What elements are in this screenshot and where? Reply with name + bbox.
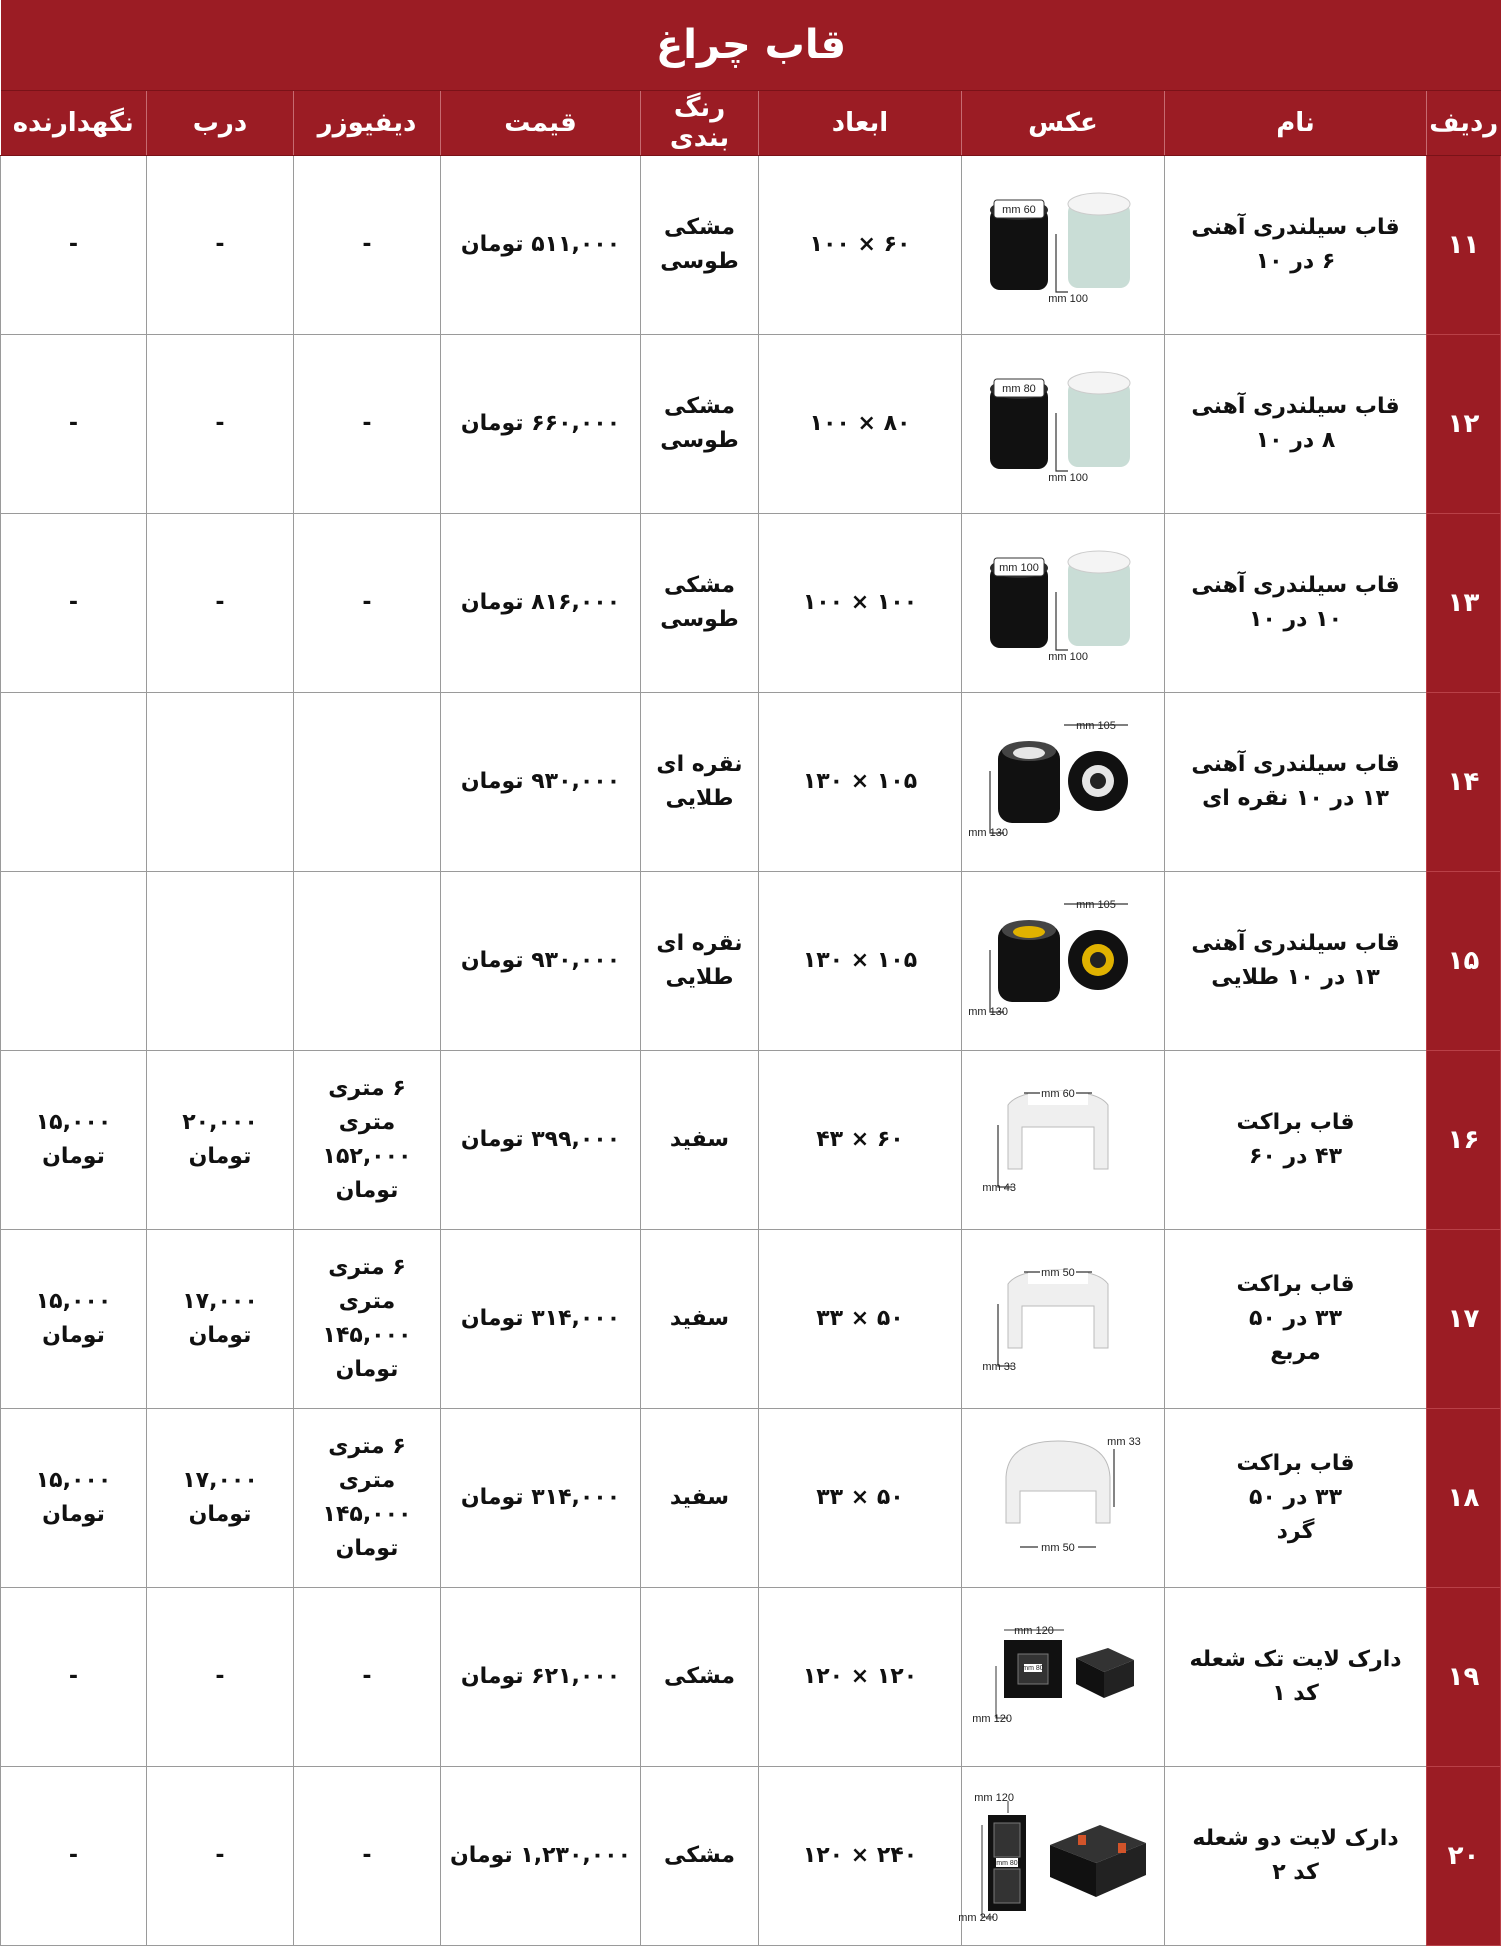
color-option: مشکی	[663, 393, 736, 419]
diffuser-cell	[294, 156, 441, 335]
product-photo-cell	[962, 693, 1165, 872]
product-photo-cell	[962, 1409, 1165, 1588]
product-name-cell	[1165, 1588, 1427, 1767]
dimensions-cell: ۱۲۰ × ۱۲۰	[759, 1588, 962, 1767]
door-cell: ۱۷,۰۰۰ تومان	[147, 1409, 294, 1588]
product-name-cell	[1165, 514, 1427, 693]
diffuser-line: ۱۴۵,۰۰۰ تومان	[322, 1502, 412, 1562]
colors-cell	[641, 1767, 759, 1946]
dimension-label: 80 mm	[1022, 1665, 1044, 1672]
price-cell: ۸۱۶,۰۰۰ تومان	[441, 514, 641, 693]
diffuser-cell	[294, 1588, 441, 1767]
product-name-line: ۶ در ۱۰	[1255, 249, 1336, 274]
diffuser-line: -	[362, 410, 372, 436]
table-row	[1, 514, 1501, 693]
dimension-label: 33 mm	[1107, 1436, 1141, 1448]
price-cell: ۱,۲۳۰,۰۰۰ تومان	[441, 1767, 641, 1946]
diffuser-line: -	[362, 1842, 372, 1868]
product-name-cell	[1165, 1767, 1427, 1946]
door-cell: -	[147, 1767, 294, 1946]
color-option: طلایی	[665, 786, 734, 811]
holder-cell: -	[1, 1767, 147, 1946]
product-name-line: کد ۲	[1272, 1860, 1319, 1885]
diffuser-line: متری	[338, 1288, 396, 1314]
color-option: نقره ای	[656, 930, 743, 956]
holder-cell	[1, 693, 147, 872]
header-holder: نگهدارنده	[1, 91, 147, 156]
diffuser-line: -	[362, 231, 372, 257]
product-name-cell	[1165, 335, 1427, 514]
product-photo-cell	[958, 1767, 1165, 1946]
product-photo-cell	[962, 1230, 1165, 1409]
dimension-label: 120 mm	[972, 1713, 1012, 1725]
table-row	[1, 1588, 1501, 1767]
product-name-line: ۱۰ در ۱۰	[1249, 607, 1342, 632]
colors-cell	[641, 335, 759, 514]
header-diffuser: دیفیوزر	[294, 91, 441, 156]
diffuser-cell	[294, 693, 441, 872]
door-cell	[147, 693, 294, 872]
dimensions-cell: ۸۰ × ۱۰۰	[759, 335, 962, 514]
cylinder-gold-icon	[968, 890, 1158, 1032]
table-row	[1, 156, 1501, 335]
dimension-label: 50 mm	[1041, 1542, 1075, 1554]
product-name-line: قاب سیلندری آهنی	[1191, 214, 1400, 240]
dimension-label: 105 mm	[1076, 899, 1116, 911]
dimension-label: 130 mm	[968, 1006, 1008, 1018]
product-photo-cell	[962, 1051, 1165, 1230]
diffuser-line: ۶ متری	[328, 1075, 406, 1101]
header-dimensions: ابعاد	[759, 91, 962, 156]
price-cell: ۹۳۰,۰۰۰ تومان	[441, 693, 641, 872]
color-option: طوسی	[660, 607, 739, 632]
color-option: طوسی	[660, 428, 739, 453]
colors-cell	[641, 872, 759, 1051]
table-row	[1, 1230, 1501, 1409]
product-name-cell	[1165, 1230, 1427, 1409]
dimension-label: 240 mm	[958, 1912, 998, 1924]
dimension-label: 80 mm	[996, 1860, 1018, 1867]
price-cell: ۶۶۰,۰۰۰ تومان	[441, 335, 641, 514]
dimension-label: 60 mm	[1002, 204, 1036, 216]
price-cell: ۹۳۰,۰۰۰ تومان	[441, 872, 641, 1051]
door-cell: ۱۷,۰۰۰ تومان	[147, 1230, 294, 1409]
diffuser-line: -	[362, 589, 372, 615]
row-number: ۱۶	[1427, 1051, 1501, 1230]
product-name-line: قاب براکت	[1236, 1109, 1355, 1135]
header-photo: عکس	[962, 91, 1165, 156]
price-cell: ۳۱۴,۰۰۰ تومان	[441, 1409, 641, 1588]
diffuser-line: -	[362, 1663, 372, 1689]
dimensions-cell: ۶۰ × ۴۳	[759, 1051, 962, 1230]
diffuser-line: متری	[338, 1467, 396, 1493]
holder-cell: -	[1, 514, 147, 693]
color-option: طلایی	[665, 965, 734, 990]
product-name-line: دارک لایت تک شعله	[1189, 1646, 1402, 1672]
table-row	[1, 1767, 1501, 1946]
color-option: سفید	[669, 1126, 730, 1152]
product-name-line: کد ۱	[1272, 1681, 1319, 1706]
color-option: نقره ای	[656, 751, 743, 777]
dimension-label: 33 mm	[982, 1361, 1016, 1373]
product-photo-cell	[962, 156, 1165, 335]
price-cell: ۳۱۴,۰۰۰ تومان	[441, 1230, 641, 1409]
product-name-cell	[1165, 872, 1427, 1051]
product-name-cell	[1165, 693, 1427, 872]
color-option: سفید	[669, 1305, 730, 1331]
price-cell: ۳۹۹,۰۰۰ تومان	[441, 1051, 641, 1230]
diffuser-line: ۱۴۵,۰۰۰ تومان	[322, 1323, 412, 1383]
colors-cell	[641, 1051, 759, 1230]
dimensions-cell: ۱۰۵ × ۱۳۰	[759, 693, 962, 872]
dimensions-cell: ۱۰۵ × ۱۳۰	[759, 872, 962, 1051]
door-cell: -	[147, 156, 294, 335]
header-colors: رنگ بندی	[641, 91, 759, 156]
dimension-label: 50 mm	[1041, 1267, 1075, 1279]
door-cell: -	[147, 1588, 294, 1767]
door-cell: -	[147, 514, 294, 693]
colors-cell	[641, 1409, 759, 1588]
product-name-line: ۱۳ در ۱۰ طلایی	[1211, 965, 1380, 990]
dimension-label: 80 mm	[1002, 383, 1036, 395]
dimension-label: 100 mm	[1048, 293, 1088, 305]
colors-cell	[641, 693, 759, 872]
diffuser-line: ۱۵۲,۰۰۰ تومان	[322, 1144, 412, 1204]
header-row-number: ردیف	[1427, 91, 1501, 156]
header-price: قیمت	[441, 91, 641, 156]
product-name-cell	[1165, 156, 1427, 335]
product-name-line: قاب براکت	[1236, 1450, 1355, 1476]
diffuser-cell	[294, 335, 441, 514]
row-number: ۲۰	[1427, 1767, 1501, 1946]
header-door: درب	[147, 91, 294, 156]
holder-cell: -	[1, 1588, 147, 1767]
price-cell: ۶۲۱,۰۰۰ تومان	[441, 1588, 641, 1767]
product-photo-cell	[962, 514, 1165, 693]
table-row	[1, 1409, 1501, 1588]
table-row	[1, 693, 1501, 872]
product-photo-cell	[962, 872, 1165, 1051]
dimension-label: 60 mm	[1041, 1088, 1075, 1100]
bracket-profile-icon	[968, 1069, 1158, 1211]
dimensions-cell: ۱۰۰ × ۱۰۰	[759, 514, 962, 693]
holder-cell: -	[1, 156, 147, 335]
dimensions-cell: ۵۰ × ۳۳	[759, 1409, 962, 1588]
table-row	[1, 872, 1501, 1051]
dimensions-cell: ۵۰ × ۳۳	[759, 1230, 962, 1409]
product-name-line: ۸ در ۱۰	[1255, 428, 1336, 453]
holder-cell	[1, 872, 147, 1051]
diffuser-line: ۶ متری	[328, 1433, 406, 1459]
row-number: ۱۷	[1427, 1230, 1501, 1409]
dimensions-cell: ۶۰ × ۱۰۰	[759, 156, 962, 335]
diffuser-line: متری	[338, 1109, 396, 1135]
row-number: ۱۲	[1427, 335, 1501, 514]
header-row	[1, 91, 1501, 156]
holder-cell: ۱۵,۰۰۰ تومان	[1, 1409, 147, 1588]
colors-cell	[641, 514, 759, 693]
dimension-label: 130 mm	[968, 827, 1008, 839]
product-name-line: مربع	[1270, 1340, 1321, 1366]
header-name: نام	[1165, 91, 1427, 156]
diffuser-cell	[294, 1767, 441, 1946]
diffuser-cell	[294, 1230, 441, 1409]
row-number: ۱۹	[1427, 1588, 1501, 1767]
bracket-square-icon	[968, 1248, 1158, 1390]
color-option: مشکی	[663, 214, 736, 240]
product-photo-cell	[962, 1588, 1165, 1767]
dimension-label: 43 mm	[982, 1182, 1016, 1194]
dimension-label: 100 mm	[1048, 651, 1088, 663]
color-option: مشکی	[663, 1842, 736, 1868]
table-row	[1, 335, 1501, 514]
product-name-line: قاب سیلندری آهنی	[1191, 751, 1400, 777]
dimension-label: 100 mm	[999, 562, 1039, 574]
dimension-label: 120 mm	[1014, 1625, 1054, 1637]
cylinder-pair-icon	[968, 174, 1158, 316]
product-photo-cell	[962, 335, 1165, 514]
color-option: سفید	[669, 1484, 730, 1510]
color-option: مشکی	[663, 572, 736, 598]
door-cell	[147, 872, 294, 1051]
product-name-cell	[1165, 1051, 1427, 1230]
colors-cell	[641, 1588, 759, 1767]
color-option: مشکی	[663, 1663, 736, 1689]
holder-cell: ۱۵,۰۰۰ تومان	[1, 1230, 147, 1409]
product-name-line: قاب سیلندری آهنی	[1191, 930, 1400, 956]
table-row	[1, 1051, 1501, 1230]
door-cell: ۲۰,۰۰۰ تومان	[147, 1051, 294, 1230]
product-name-cell	[1165, 1409, 1427, 1588]
product-name-line: قاب براکت	[1236, 1271, 1355, 1297]
product-name-line: گرد	[1276, 1519, 1315, 1545]
cylinder-silver-icon	[968, 711, 1158, 853]
price-sheet	[1, 0, 1501, 1947]
holder-cell: -	[1, 335, 147, 514]
product-name-line: دارک لایت دو شعله	[1192, 1825, 1399, 1851]
row-number: ۱۵	[1427, 872, 1501, 1051]
door-cell: -	[147, 335, 294, 514]
row-number: ۱۸	[1427, 1409, 1501, 1588]
price-cell: ۵۱۱,۰۰۰ تومان	[441, 156, 641, 335]
product-name-line: ۳۳ در ۵۰	[1249, 1305, 1342, 1331]
row-number: ۱۴	[1427, 693, 1501, 872]
colors-cell	[641, 156, 759, 335]
diffuser-cell	[294, 872, 441, 1051]
cylinder-pair-icon	[968, 532, 1158, 674]
product-name-line: ۱۳ در ۱۰ نقره ای	[1202, 786, 1389, 811]
diffuser-line: ۶ متری	[328, 1254, 406, 1280]
row-number: ۱۱	[1427, 156, 1501, 335]
dimension-label: 100 mm	[1048, 472, 1088, 484]
dimension-label: 105 mm	[1076, 720, 1116, 732]
page-title: قاب چراغ	[1, 0, 1501, 91]
diffuser-cell	[294, 1051, 441, 1230]
row-number: ۱۳	[1427, 514, 1501, 693]
color-option: طوسی	[660, 249, 739, 274]
bracket-round-icon	[968, 1427, 1158, 1569]
product-name-line: قاب سیلندری آهنی	[1191, 572, 1400, 598]
diffuser-cell	[294, 514, 441, 693]
product-name-line: ۳۳ در ۵۰	[1249, 1484, 1342, 1510]
darklight-single-icon	[968, 1606, 1158, 1748]
dimension-label: 120 mm	[974, 1792, 1014, 1804]
diffuser-cell	[294, 1409, 441, 1588]
product-name-line: ۴۳ در ۶۰	[1249, 1144, 1342, 1169]
darklight-double-icon	[958, 1785, 1158, 1927]
product-name-line: قاب سیلندری آهنی	[1191, 393, 1400, 419]
colors-cell	[641, 1230, 759, 1409]
product-table	[0, 91, 1501, 1946]
holder-cell: ۱۵,۰۰۰ تومان	[1, 1051, 147, 1230]
cylinder-pair-icon	[968, 353, 1158, 495]
dimensions-cell: ۲۴۰ × ۱۲۰	[759, 1767, 962, 1946]
